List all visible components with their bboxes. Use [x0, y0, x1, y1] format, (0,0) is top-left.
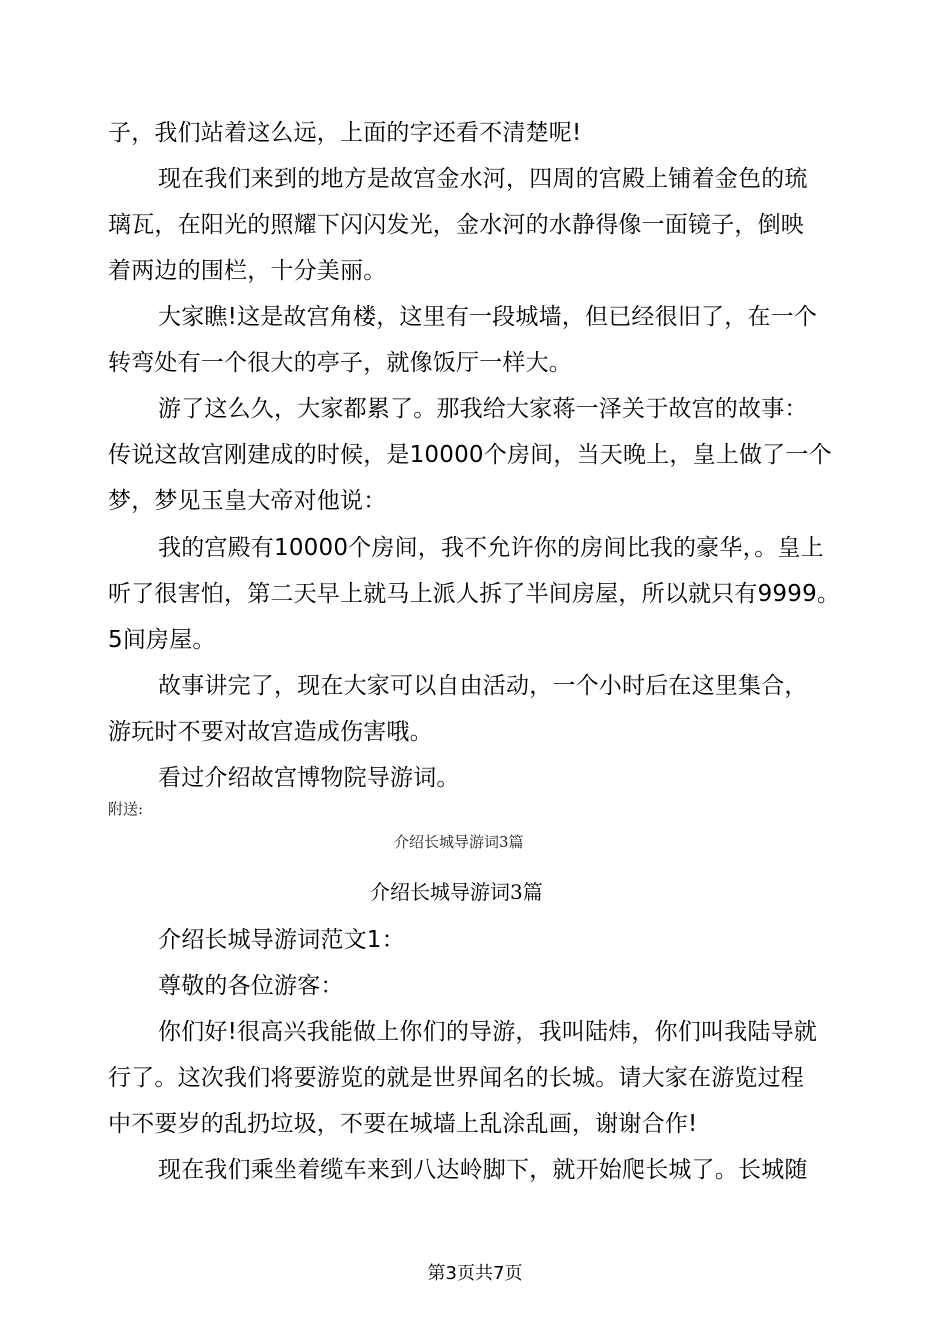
paragraph-line: 你们好!很高兴我能做上你们的导游，我叫陆炜，你们叫我陆导就 — [158, 1019, 818, 1045]
paragraph-line: 游玩时不要对故宫造成伤害哦。 — [108, 719, 433, 745]
paragraph-line: 尊敬的各位游客： — [158, 973, 344, 999]
appendix-subtitle: 介绍长城导游词3篇 — [394, 833, 524, 851]
paragraph-line: 行了。这次我们将要游览的就是世界闻名的长城。请大家在游览过程 — [108, 1065, 804, 1091]
paragraph-line: 中不要岁的乱扔垃圾，不要在城墙上乱涂乱画，谢谢合作! — [108, 1111, 698, 1137]
page-number-footer: 第3页共7页 — [427, 1263, 523, 1284]
paragraph-line: 璃瓦，在阳光的照耀下闪闪发光，金水河的水静得像一面镜子，倒映 — [108, 212, 804, 238]
paragraph-line: 子，我们站着这么远，上面的字还看不清楚呢! — [108, 120, 582, 146]
paragraph-line: 我的宫殿有10000个房间，我不允许你的房间比我的豪华，。皇上 — [158, 535, 824, 561]
paragraph-line: 大家瞧!这是故宫角楼，这里有一段城墙，但已经很旧了，在一个 — [158, 304, 818, 330]
paragraph-line: 现在我们乘坐着缆车来到八达岭脚下，就开始爬长城了。长城随 — [158, 1157, 808, 1183]
paragraph-line: 着两边的围栏，十分美丽。 — [108, 258, 387, 284]
paragraph-line: 现在我们来到的地方是故宫金水河，四周的宫殿上铺着金色的琉 — [158, 166, 808, 192]
paragraph-line: 听了很害怕，第二天早上就马上派人拆了半间房屋，所以就只有9999。 — [108, 581, 841, 607]
appendix-label: 附送: — [108, 800, 144, 818]
paragraph-line: 故事讲完了，现在大家可以自由活动，一个小时后在这里集合， — [158, 673, 808, 699]
paragraph-line: 5间房屋。 — [108, 627, 216, 653]
paragraph-line: 转弯处有一个很大的亭子，就像饭厅一样大。 — [108, 350, 572, 376]
paragraph-line: 介绍长城导游词范文1： — [158, 927, 405, 953]
paragraph-line: 传说这故宫刚建成的时候，是10000个房间，当天晚上，皇上做了一个 — [108, 442, 832, 468]
paragraph-line: 梦，梦见玉皇大帝对他说： — [108, 488, 387, 514]
section-title: 介绍长城导游词3篇 — [370, 880, 543, 904]
paragraph-line: 游了这么久，大家都累了。那我给大家蒋一泽关于故宫的故事： — [158, 396, 808, 422]
paragraph-line: 看过介绍故宫博物院导游词。 — [158, 765, 460, 791]
